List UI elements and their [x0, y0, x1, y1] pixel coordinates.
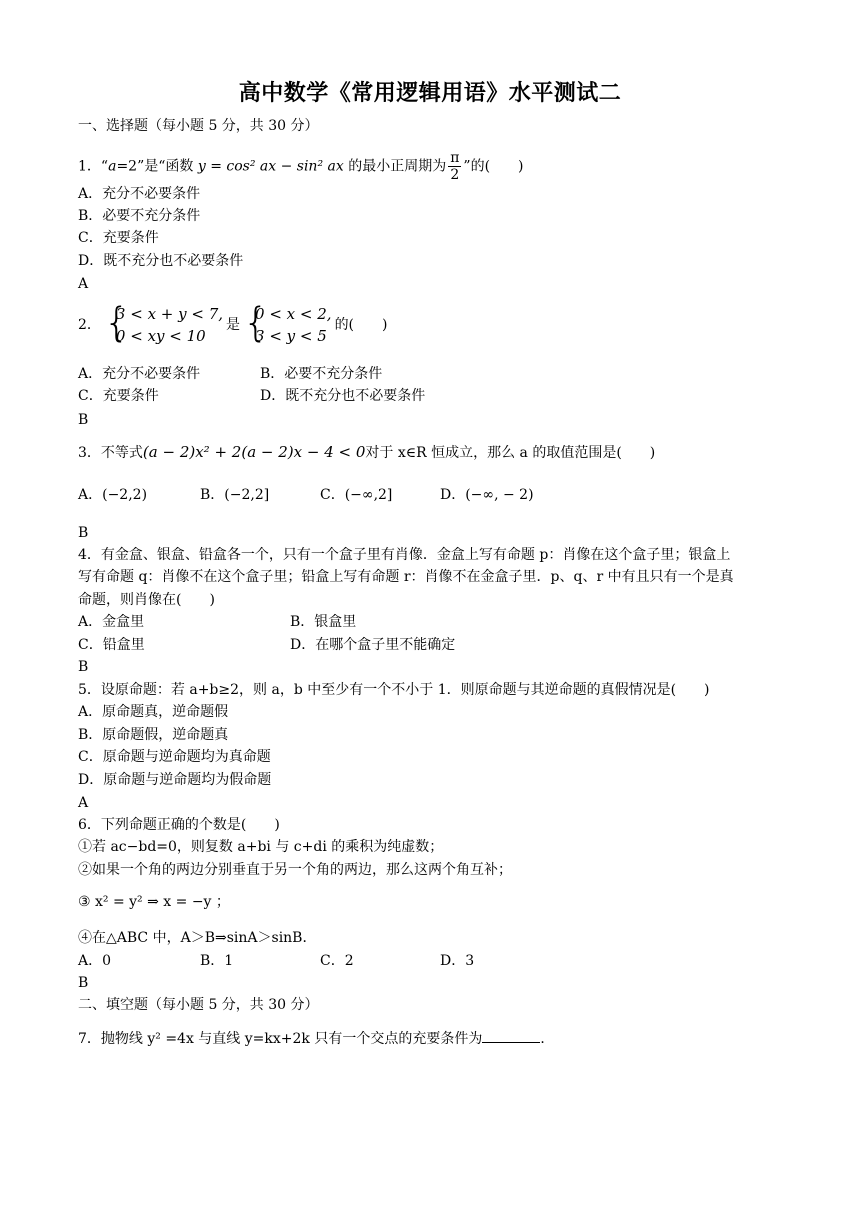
q5-option-b: B．原命题假，逆命题真 [78, 727, 229, 743]
q7-prefix: 7．抛物线 y² =4x 与直线 y=kx+2k 只有一个交点的充要条件为 [78, 1031, 483, 1047]
q6-statement-3: ③ x² = y² ⇒ x = −y ； [78, 894, 230, 910]
q5-option-d: D．原命题与逆命题均为假命题 [78, 772, 272, 788]
q5-answer: A [78, 795, 89, 811]
question-7 [78, 1028, 554, 1049]
question-6: 6．下列命题正确的个数是( ) [78, 817, 280, 833]
q2-option-d: D．既不充分也不必要条件 [260, 388, 426, 404]
q5-option-c: C．原命题与逆命题均为真命题 [78, 749, 271, 765]
q4-option-c: C．铅盒里 [78, 637, 145, 653]
q4-option-b: B．银盒里 [290, 614, 357, 630]
section-heading-choice: 一、选择题（每小题 5 分，共 30 分） [78, 118, 319, 134]
q6-option-b: B．1 [200, 953, 234, 969]
q6-option-d: D．3 [440, 953, 475, 969]
q2-sys1-row2: 0 < xy < 10 [115, 327, 206, 345]
question-5: 5．设原命题：若 a+b≥2，则 a，b 中至少有一个不小于 1．则原命题与其逆命题的真假情况是( ) [78, 682, 710, 698]
q1-option-d: D．既不充分也不必要条件 [78, 253, 244, 269]
q6-option-c: C．2 [320, 953, 354, 969]
q2-suffix: 的( ) [334, 317, 388, 333]
q2-option-b: B．必要不充分条件 [260, 366, 383, 382]
q3-rest: 对于 x∈R 恒成立，那么 a 的取值范围是( ) [365, 445, 656, 461]
q1-mid: 的最小正周期为 [348, 158, 447, 175]
question-1 [78, 150, 524, 183]
q3-option-a: A．(−2,2) [78, 487, 148, 503]
q4-option-a: A．金盒里 [78, 614, 145, 630]
q1-fraction [448, 150, 461, 183]
question-2 [78, 302, 388, 348]
q6-answer: B [78, 975, 89, 991]
q1-frac-num: π [450, 150, 460, 166]
q4-answer: B [78, 659, 89, 675]
q1-suffix: ”的( ) [463, 158, 524, 175]
q2-option-a: A．充分不必要条件 [78, 366, 201, 382]
q3-option-d: D．(−∞, − 2) [440, 487, 534, 503]
q3-option-c: C．(−∞,2] [320, 487, 393, 503]
q2-answer: B [78, 412, 89, 428]
q1-formula: y = cos² ax − sin² ax [197, 158, 344, 175]
q3-option-b: B．(−2,2] [200, 487, 270, 503]
q2-system-1 [103, 300, 224, 347]
q5-option-a: A．原命题真，逆命题假 [78, 704, 229, 720]
q3-formula: (a − 2)x² + 2(a − 2)x − 4 < 0 [142, 443, 366, 461]
q1-option-c: C．充要条件 [78, 230, 159, 246]
q6-statement-4: ④在△ABC 中，A＞B⇒sinA＞sinB． [78, 930, 317, 946]
q6-option-a: A．0 [78, 953, 112, 969]
q2-sys2-row1: 0 < x < 2, [255, 305, 332, 323]
q4-line-1: 4．有金盒、银盒、铅盒各一个，只有一个盒子里有肖像．金盒上写有命题 p：肖像在这个盒子里；银盒上 [78, 547, 731, 563]
q1-answer: A [78, 276, 89, 292]
q4-option-d: D．在哪个盒子里不能确定 [290, 637, 456, 653]
page-title: 高中数学《常用逻辑用语》水平测试二 [238, 80, 622, 106]
q2-brace-1: { [103, 300, 130, 346]
q3-answer: B [78, 525, 89, 541]
q2-option-c: C．充要条件 [78, 388, 159, 404]
q2-brace-2: { [243, 300, 269, 346]
q7-suffix: ． [540, 1031, 555, 1047]
q2-system-2 [243, 300, 332, 347]
q7-answer-blank [482, 1028, 540, 1043]
q2-sys1-row1: 3 < x + y < 7, [115, 305, 224, 323]
q1-cond-var: a [108, 158, 117, 175]
q4-line-2: 写有命题 q：肖像不在这个盒子里；铅盒上写有命题 r：肖像不在金盒子里．p、q、r 中有且只有一个是真 [78, 569, 734, 585]
q1-cond-rest: =2”是“函数 [116, 158, 194, 175]
section-heading-fill: 二、填空题（每小题 5 分，共 30 分） [78, 997, 319, 1013]
q6-statement-2: ②如果一个角的两边分别垂直于另一个角的两边，那么这两个角互补； [78, 862, 512, 878]
q1-option-a: A．充分不必要条件 [78, 186, 201, 202]
q2-mid: 是 [226, 317, 241, 333]
q6-statement-1: ①若 ac−bd=0，则复数 a+bi 与 c+di 的乘积为纯虚数； [78, 839, 444, 855]
q4-line-3: 命题，则肖像在( ) [78, 592, 215, 608]
q1-frac-den: 2 [450, 167, 460, 183]
q1-prefix: 1．“ [78, 158, 109, 175]
q3-prefix: 3．不等式 [78, 445, 143, 461]
q1-option-b: B．必要不充分条件 [78, 208, 201, 224]
q2-sys2-row2: 3 < y < 5 [255, 327, 327, 345]
q2-prefix: 2． [78, 317, 101, 333]
question-3 [78, 442, 655, 463]
